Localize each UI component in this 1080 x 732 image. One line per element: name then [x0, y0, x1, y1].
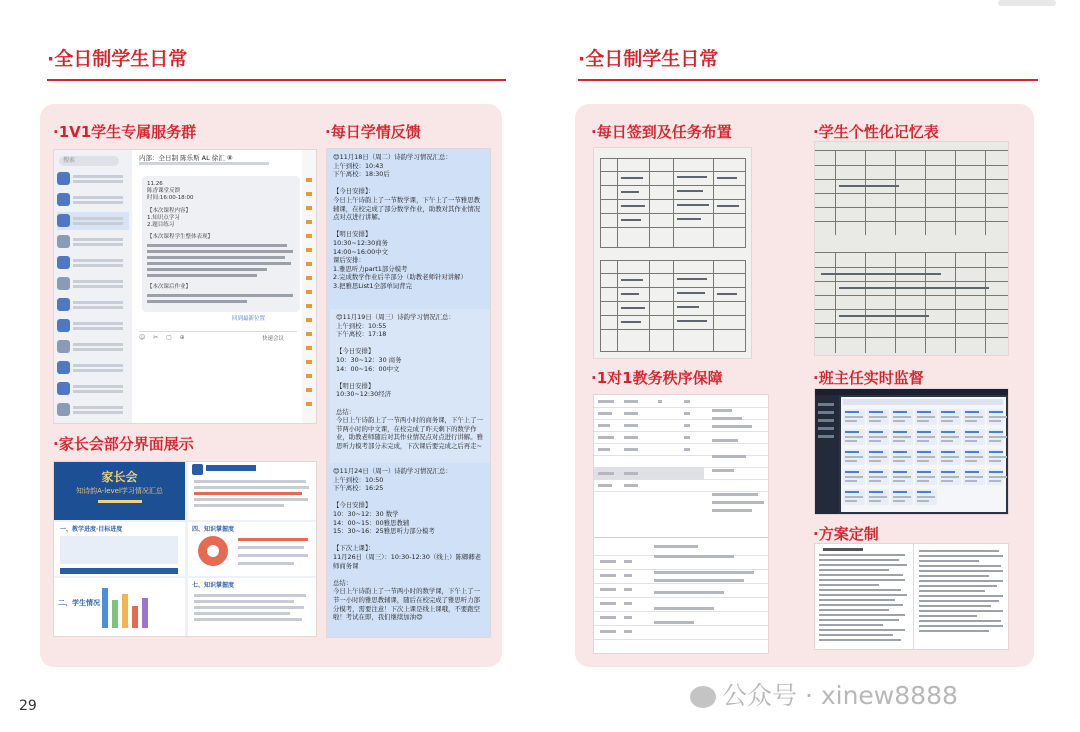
cover-subtitle: 知诗韵A-level学习情况汇总: [76, 487, 163, 495]
message-line: 1.知识点学习: [147, 215, 180, 221]
section-memory: ·学生个性化记忆表: [813, 123, 939, 141]
message-text-line: [147, 244, 287, 247]
dashboard-topbar: [815, 389, 1008, 395]
message-line: 2.题目练习: [147, 222, 175, 228]
wechat-icon: [690, 686, 716, 708]
chat-conversation: [134, 150, 302, 423]
admin-order-screenshot: [594, 395, 768, 653]
service-group-screenshot: [54, 150, 316, 423]
member-sidebar: [302, 150, 316, 423]
section-plan: ·方案定制: [813, 525, 879, 543]
back-to-latest-link[interactable]: 回到最新位置: [232, 316, 266, 322]
section-parent-meeting: ·家长会部分界面展示: [53, 435, 194, 453]
cover-date: [98, 500, 142, 503]
chat-list-item[interactable]: [57, 317, 129, 335]
slide-heading: [206, 465, 256, 471]
chat-list-item[interactable]: [57, 233, 129, 251]
parent-meeting-slide: [188, 578, 316, 636]
memory-grid-bottom: [815, 252, 1008, 353]
section-checkin: ·每日签到及任务布置: [591, 123, 732, 141]
watermark-text: 公众号 · xinew8888: [722, 681, 958, 710]
memory-table-photo: [815, 142, 1008, 355]
teacher-dashboard-screenshot: [815, 389, 1008, 514]
bar: [142, 598, 148, 628]
message-text-line: [147, 274, 257, 277]
bar: [112, 600, 118, 628]
chat-list-item[interactable]: [57, 359, 129, 377]
message-line: 【本次课程内容】: [147, 208, 192, 214]
parent-meeting-slide: [54, 522, 185, 576]
dashboard-sidebar: [815, 395, 839, 514]
slide-heading: 一、教学进度·目标进度: [60, 526, 123, 533]
chat-list: [54, 150, 132, 423]
left-column-title: ·全日制学生日常: [47, 48, 188, 70]
slide-heading: 二、学生情况: [58, 599, 100, 607]
parent-meeting-slide: [54, 578, 185, 636]
quick-meeting-button[interactable]: 快速会议: [262, 336, 285, 342]
feedback-entry: 😊11月18日（周二）诗韵学习情况汇总： 上午到校：10:43 下午离校：18:30后 【今日安排】： 今日上午诗韵上了一节数学课，下午上了一节雅思教辅课，在校完成了部分数学作业，助教对其作业情况点对点进行讲解。 【明日安排】 10:30~12:30商务 14:00~16:00中文 课后安排： 1.雅思听力part1部分模考 2.完成数学作业后半部分（助教老师针对讲解） 3.把雅思List1全部单词背完: [327, 149, 490, 309]
slide-heading: 四、知识掌握度: [192, 526, 235, 533]
checkin-table-bottom: [600, 260, 746, 352]
message-text-line: [147, 268, 267, 271]
memory-grid-top: [815, 150, 1008, 235]
scroll-indicator: [998, 0, 1056, 6]
page-number: 29: [19, 698, 37, 714]
section-teacher: ·班主任实时监督: [813, 369, 924, 387]
input-divider: [139, 331, 297, 332]
chat-subtitle: [139, 162, 269, 165]
checkin-sheet-photo: [594, 148, 751, 358]
dashboard-content: [841, 397, 1006, 512]
checkin-table-top: [600, 158, 746, 248]
chat-list-item[interactable]: [57, 275, 129, 293]
slide-heading: 七、知识掌握度: [192, 582, 235, 589]
message-line: 【本次课程学生整体表现】: [147, 234, 214, 240]
message-text-line: [147, 300, 247, 303]
parent-meeting-screenshot: [54, 462, 316, 636]
bar: [102, 588, 108, 628]
slide-icon: [192, 464, 203, 475]
message-text-line: [147, 262, 291, 265]
parent-meeting-cover: [54, 462, 185, 520]
feedback-entry: 😊11月24日（周一）诗韵学习情况汇总： 上午到校：10:50 下午离校：16:25 【今日安排】 10：30~12：30 数学 14：00~15：00雅思教辅 15：30~16：25雅思听力部分模考 【下次上课】： 11月26日（周三）：10:30-12:30（线上）陈卿卿老师商务课 总结： 今日上午诗韵上了一节两小时的数学课，下午上了一节一小时的雅思教辅课，随后在校完成了雅思听力部分模考，需要注意！下次上课是线上课哦，不要跑空啦！考试在即，我们继续加油😊: [327, 463, 490, 637]
bar: [132, 606, 138, 628]
message-line: 陈香课堂反馈: [147, 188, 181, 194]
chat-search-input[interactable]: 搜索: [59, 156, 119, 166]
chat-list-item[interactable]: [57, 170, 129, 188]
chat-list-item[interactable]: [57, 254, 129, 272]
chat-list-item-selected[interactable]: [57, 212, 129, 230]
cover-title: 家长会: [101, 470, 138, 484]
feedback-entry: 😊11月19日（周三）诗韵学习情况汇总： 上午到校：10:55 下午离校：17:18 【今日安排】 10：30~12：30 商务 14：00~16：00中文 【明日安排】 10:30~12:30经济 总结： 今日上午诗韵上了一节两小时的商务课，下午上了一节两小时的中文课，在校完成了昨天剩下的数学作业，助教老师随后对其作业情况点对点进行讲解。雅思听力模考部分未完成，下次课后要完成之后再走~: [330, 309, 490, 463]
section-daily-feedback: ·每日学情反馈: [325, 123, 421, 141]
message-text-line: [147, 256, 285, 259]
right-title-rule: [578, 79, 1038, 81]
chat-list-item[interactable]: [57, 296, 129, 314]
message-line: 【本次课后作业】: [147, 284, 192, 290]
right-column-title: ·全日制学生日常: [578, 48, 719, 70]
bar: [122, 594, 128, 628]
chat-list-item[interactable]: [57, 338, 129, 356]
watermark: [690, 676, 958, 712]
message-text-line: [147, 250, 293, 253]
chat-list-item[interactable]: [57, 401, 129, 419]
message-date: 11.26: [147, 181, 163, 187]
message-text-line: [147, 294, 293, 297]
daily-feedback-screenshot: [327, 149, 490, 637]
toolbar-icons[interactable]: ☺ ✂ ▢ ⊕: [139, 334, 188, 341]
chat-title: 内部：全日制 陈乐斯 AL 徐汇 ⑧: [139, 154, 233, 162]
donut-hole: [207, 545, 219, 557]
section-service-group: ·1V1学生专属服务群: [53, 123, 197, 141]
plan-document-screenshot: [815, 544, 1008, 649]
left-title-rule: [47, 79, 506, 81]
chat-list-item[interactable]: [57, 380, 129, 398]
message-line: 时间:16:00-18:00: [147, 195, 194, 201]
section-admin: ·1对1教务秩序保障: [591, 369, 723, 387]
message-bubble: [142, 176, 300, 312]
progress-chart: [60, 536, 178, 564]
chat-list-item[interactable]: [57, 191, 129, 209]
slide-footer-bar: [60, 568, 178, 574]
parent-meeting-slide: [188, 522, 316, 576]
parent-meeting-slide: [188, 462, 316, 520]
